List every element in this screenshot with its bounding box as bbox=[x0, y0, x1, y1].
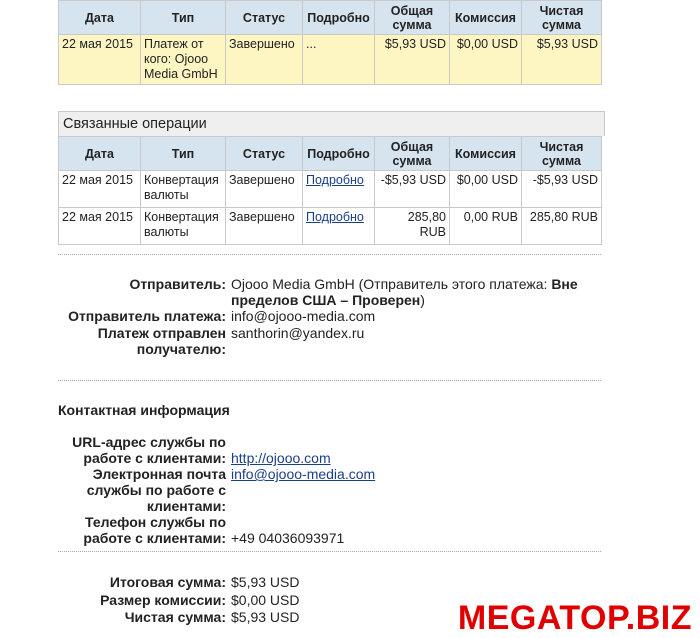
table-row bbox=[59, 208, 602, 245]
cell-gross: $5,93 USD bbox=[375, 35, 450, 85]
support-phone-value: +49 04036093971 bbox=[231, 530, 345, 546]
sender-email-label: Отправитель платежа: bbox=[68, 308, 226, 324]
divider bbox=[58, 254, 601, 255]
col-net: Чистая сумма bbox=[522, 137, 602, 171]
cell-type: Конвертация валюты bbox=[141, 208, 226, 245]
cell-net: 285,80 RUB bbox=[522, 208, 602, 245]
sender-name: Ojooo Media GmbH (Отправитель этого платежа: bbox=[231, 276, 552, 292]
cell-fee: $0,00 USD bbox=[450, 171, 522, 208]
sender-close: ) bbox=[420, 292, 425, 308]
col-fee: Комиссия bbox=[450, 137, 522, 171]
cell-fee: 0,00 RUB bbox=[450, 208, 522, 245]
cell-date: 22 мая 2015 bbox=[59, 35, 141, 85]
sender-label: Отправитель: bbox=[129, 276, 226, 292]
total-label: Итоговая сумма: bbox=[109, 574, 226, 590]
table-header-row bbox=[59, 1, 602, 35]
sender-value bbox=[231, 276, 591, 308]
col-date: Дата bbox=[59, 137, 141, 171]
related-title: Связанные операции bbox=[58, 111, 605, 136]
cell-fee: $0,00 USD bbox=[450, 35, 522, 85]
contact-title: Контактная информация bbox=[58, 402, 230, 418]
col-type: Тип bbox=[141, 1, 226, 35]
net-label: Чистая сумма: bbox=[124, 609, 226, 625]
sent-to-label: Платеж отправлен получателю: bbox=[97, 325, 226, 357]
table-row bbox=[59, 171, 602, 208]
cell-details bbox=[303, 208, 375, 245]
cell-gross: 285,80 RUB bbox=[375, 208, 450, 245]
total-value: $5,93 USD bbox=[231, 574, 300, 590]
related-table bbox=[58, 136, 602, 245]
details-link[interactable]: Подробно bbox=[306, 173, 364, 187]
col-details: Подробно bbox=[303, 1, 375, 35]
cell-net: $5,93 USD bbox=[522, 35, 602, 85]
details-link[interactable]: Подробно bbox=[306, 210, 364, 224]
sender-verified: Вне пределов США – Проверен bbox=[231, 276, 578, 308]
support-url-label: URL-адрес службы по работе с клиентами: bbox=[72, 434, 226, 466]
cell-date: 22 мая 2015 bbox=[59, 208, 141, 245]
cell-date: 22 мая 2015 bbox=[59, 171, 141, 208]
divider bbox=[58, 551, 601, 552]
table-row bbox=[59, 35, 602, 85]
cell-details bbox=[303, 171, 375, 208]
col-status: Статус bbox=[226, 1, 303, 35]
divider bbox=[58, 380, 601, 381]
col-status: Статус bbox=[226, 137, 303, 171]
table-header-row bbox=[59, 137, 602, 171]
cell-gross: -$5,93 USD bbox=[375, 171, 450, 208]
support-email-value bbox=[231, 466, 375, 482]
fee-label: Размер комиссии: bbox=[100, 592, 226, 608]
sent-to-value: santhorin@yandex.ru bbox=[231, 325, 365, 341]
col-net: Чистая сумма bbox=[522, 1, 602, 35]
support-url-value bbox=[231, 450, 331, 466]
col-date: Дата bbox=[59, 1, 141, 35]
cell-status: Завершено bbox=[226, 35, 303, 85]
support-email-label: Электронная почта службы по работе с клиентами: bbox=[86, 466, 226, 514]
cell-net: -$5,93 USD bbox=[522, 171, 602, 208]
support-url-link[interactable]: http://ojooo.com bbox=[231, 450, 331, 466]
col-type: Тип bbox=[141, 137, 226, 171]
cell-type: Платеж от кого: Ojooo Media GmbH bbox=[141, 35, 226, 85]
col-fee: Комиссия bbox=[450, 1, 522, 35]
fee-value: $0,00 USD bbox=[231, 592, 300, 608]
col-details: Подробно bbox=[303, 137, 375, 171]
cell-status: Завершено bbox=[226, 208, 303, 245]
support-phone-label: Телефон службы по работе с клиентами: bbox=[83, 514, 226, 546]
cell-details: ... bbox=[303, 35, 375, 85]
cell-status: Завершено bbox=[226, 171, 303, 208]
sender-email: info@ojooo-media.com bbox=[231, 308, 376, 324]
net-value: $5,93 USD bbox=[231, 609, 300, 625]
col-gross: Общая сумма bbox=[375, 1, 450, 35]
col-gross: Общая сумма bbox=[375, 137, 450, 171]
support-email-link[interactable]: info@ojooo-media.com bbox=[231, 466, 376, 482]
watermark: MEGATOP.BIZ bbox=[457, 599, 692, 637]
cell-type: Конвертация валюты bbox=[141, 171, 226, 208]
transaction-table bbox=[58, 0, 602, 85]
